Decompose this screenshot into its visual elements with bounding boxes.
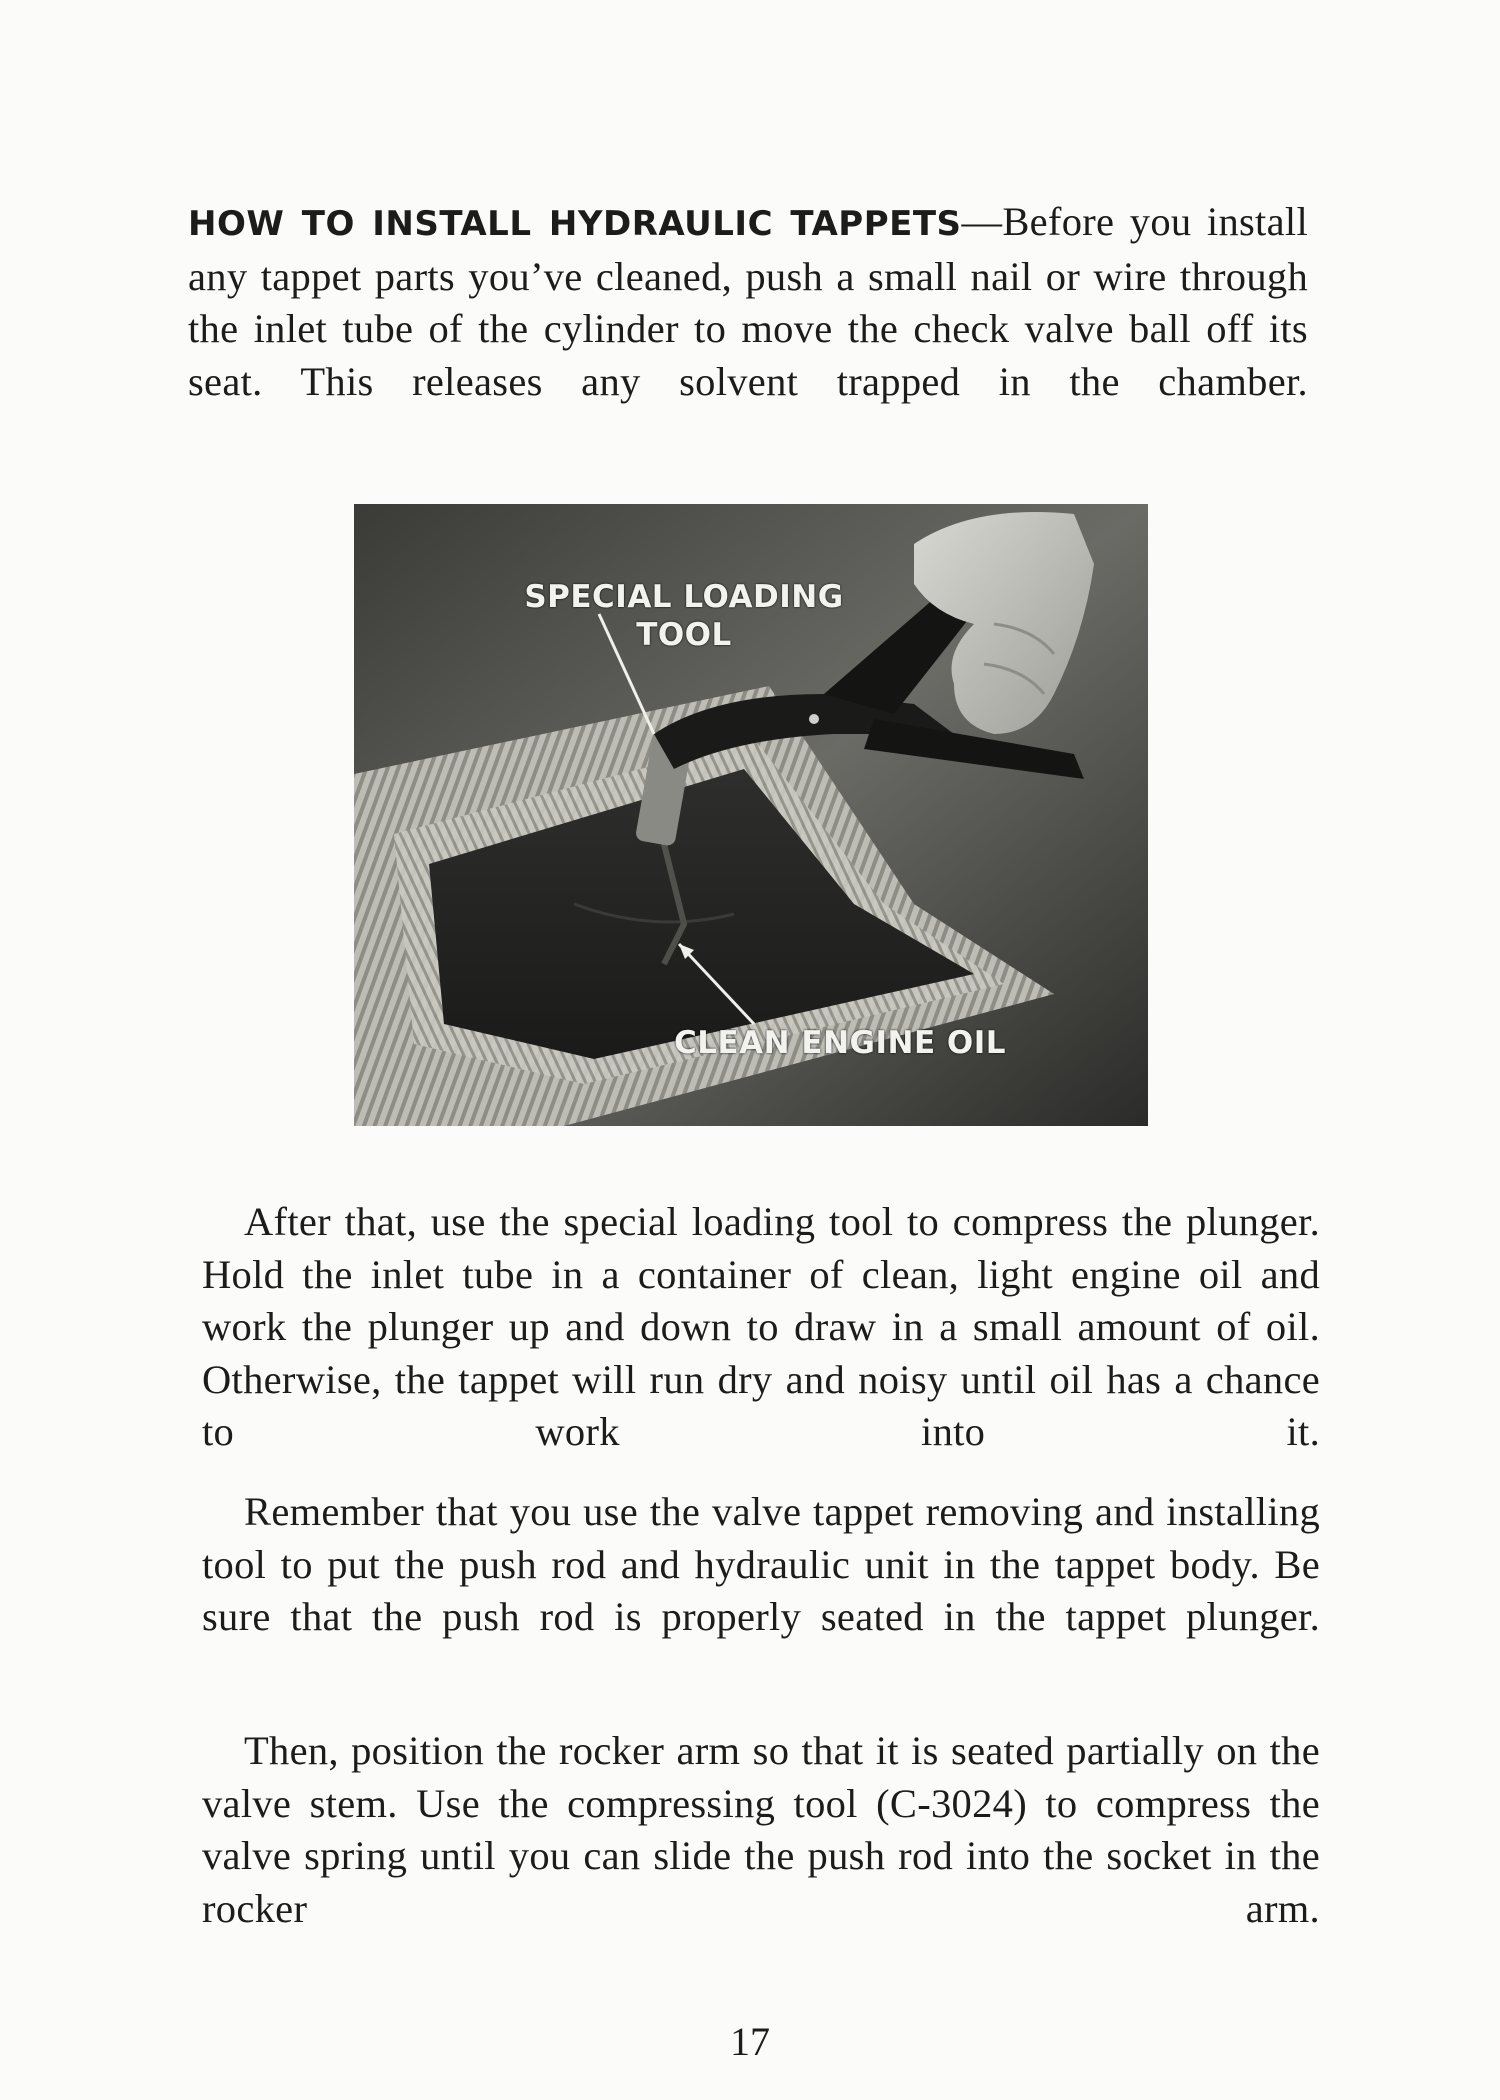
photo-loading-tool-oil-pan [354, 504, 1148, 1126]
paragraph-loading-tool: After that, use the special loading tool to compress the plunger. Hold the inlet tube in a container of clean, light engine oil and work the plunger up and down to draw in a small amount of oil. Otherwise, the tappet will run dry and noisy until oil has a chance to work into it. [202, 1199, 1320, 1455]
paragraph-rocker-arm: Then, position the rocker arm so that it is seated partially on the valve stem. Use the compressing tool (C-3024) to compress the valve spring until you can slide the push rod into the socket in the rocker arm. [202, 1728, 1320, 1931]
intro-paragraph [188, 196, 1308, 461]
callout-clean-engine-oil: CLEAN ENGINE OIL [674, 1025, 1007, 1061]
intro-text: —Before you install any tappet parts you’ve cleaned, push a small nail or wire through the inlet tube of the cylinder to move the check valve ball off its seat. This releases any solvent trapped in the chamber. [188, 199, 1308, 404]
callout-special-loading-tool: SPECIAL LOADING TOOL [524, 579, 844, 653]
page-number: 17 [730, 2019, 770, 2064]
paragraph-removing-tool: Remember that you use the valve tappet removing and installing tool to put the push rod and hydraulic unit in the tappet body. Be sure that the push rod is properly seated in the tappet plunger. [202, 1489, 1320, 1640]
section-heading: HOW TO INSTALL HYDRAULIC TAPPETS [188, 204, 962, 244]
